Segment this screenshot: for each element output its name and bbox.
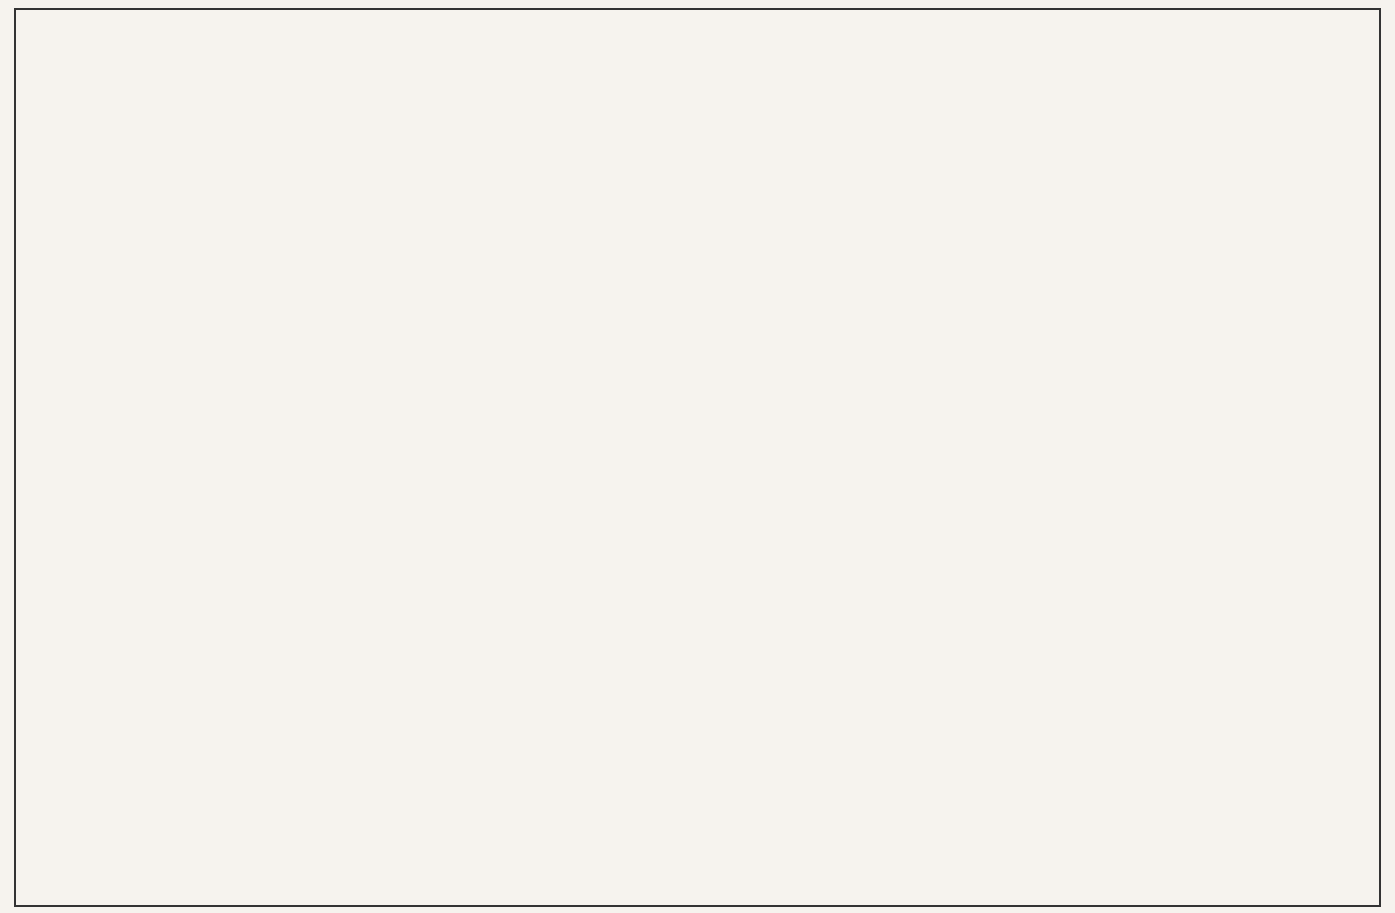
notice-title bbox=[32, 18, 1363, 44]
notice-body bbox=[32, 50, 1363, 839]
notice-frame bbox=[14, 8, 1381, 907]
notice-signature bbox=[32, 875, 1363, 897]
notice-meta-row bbox=[32, 845, 1363, 867]
